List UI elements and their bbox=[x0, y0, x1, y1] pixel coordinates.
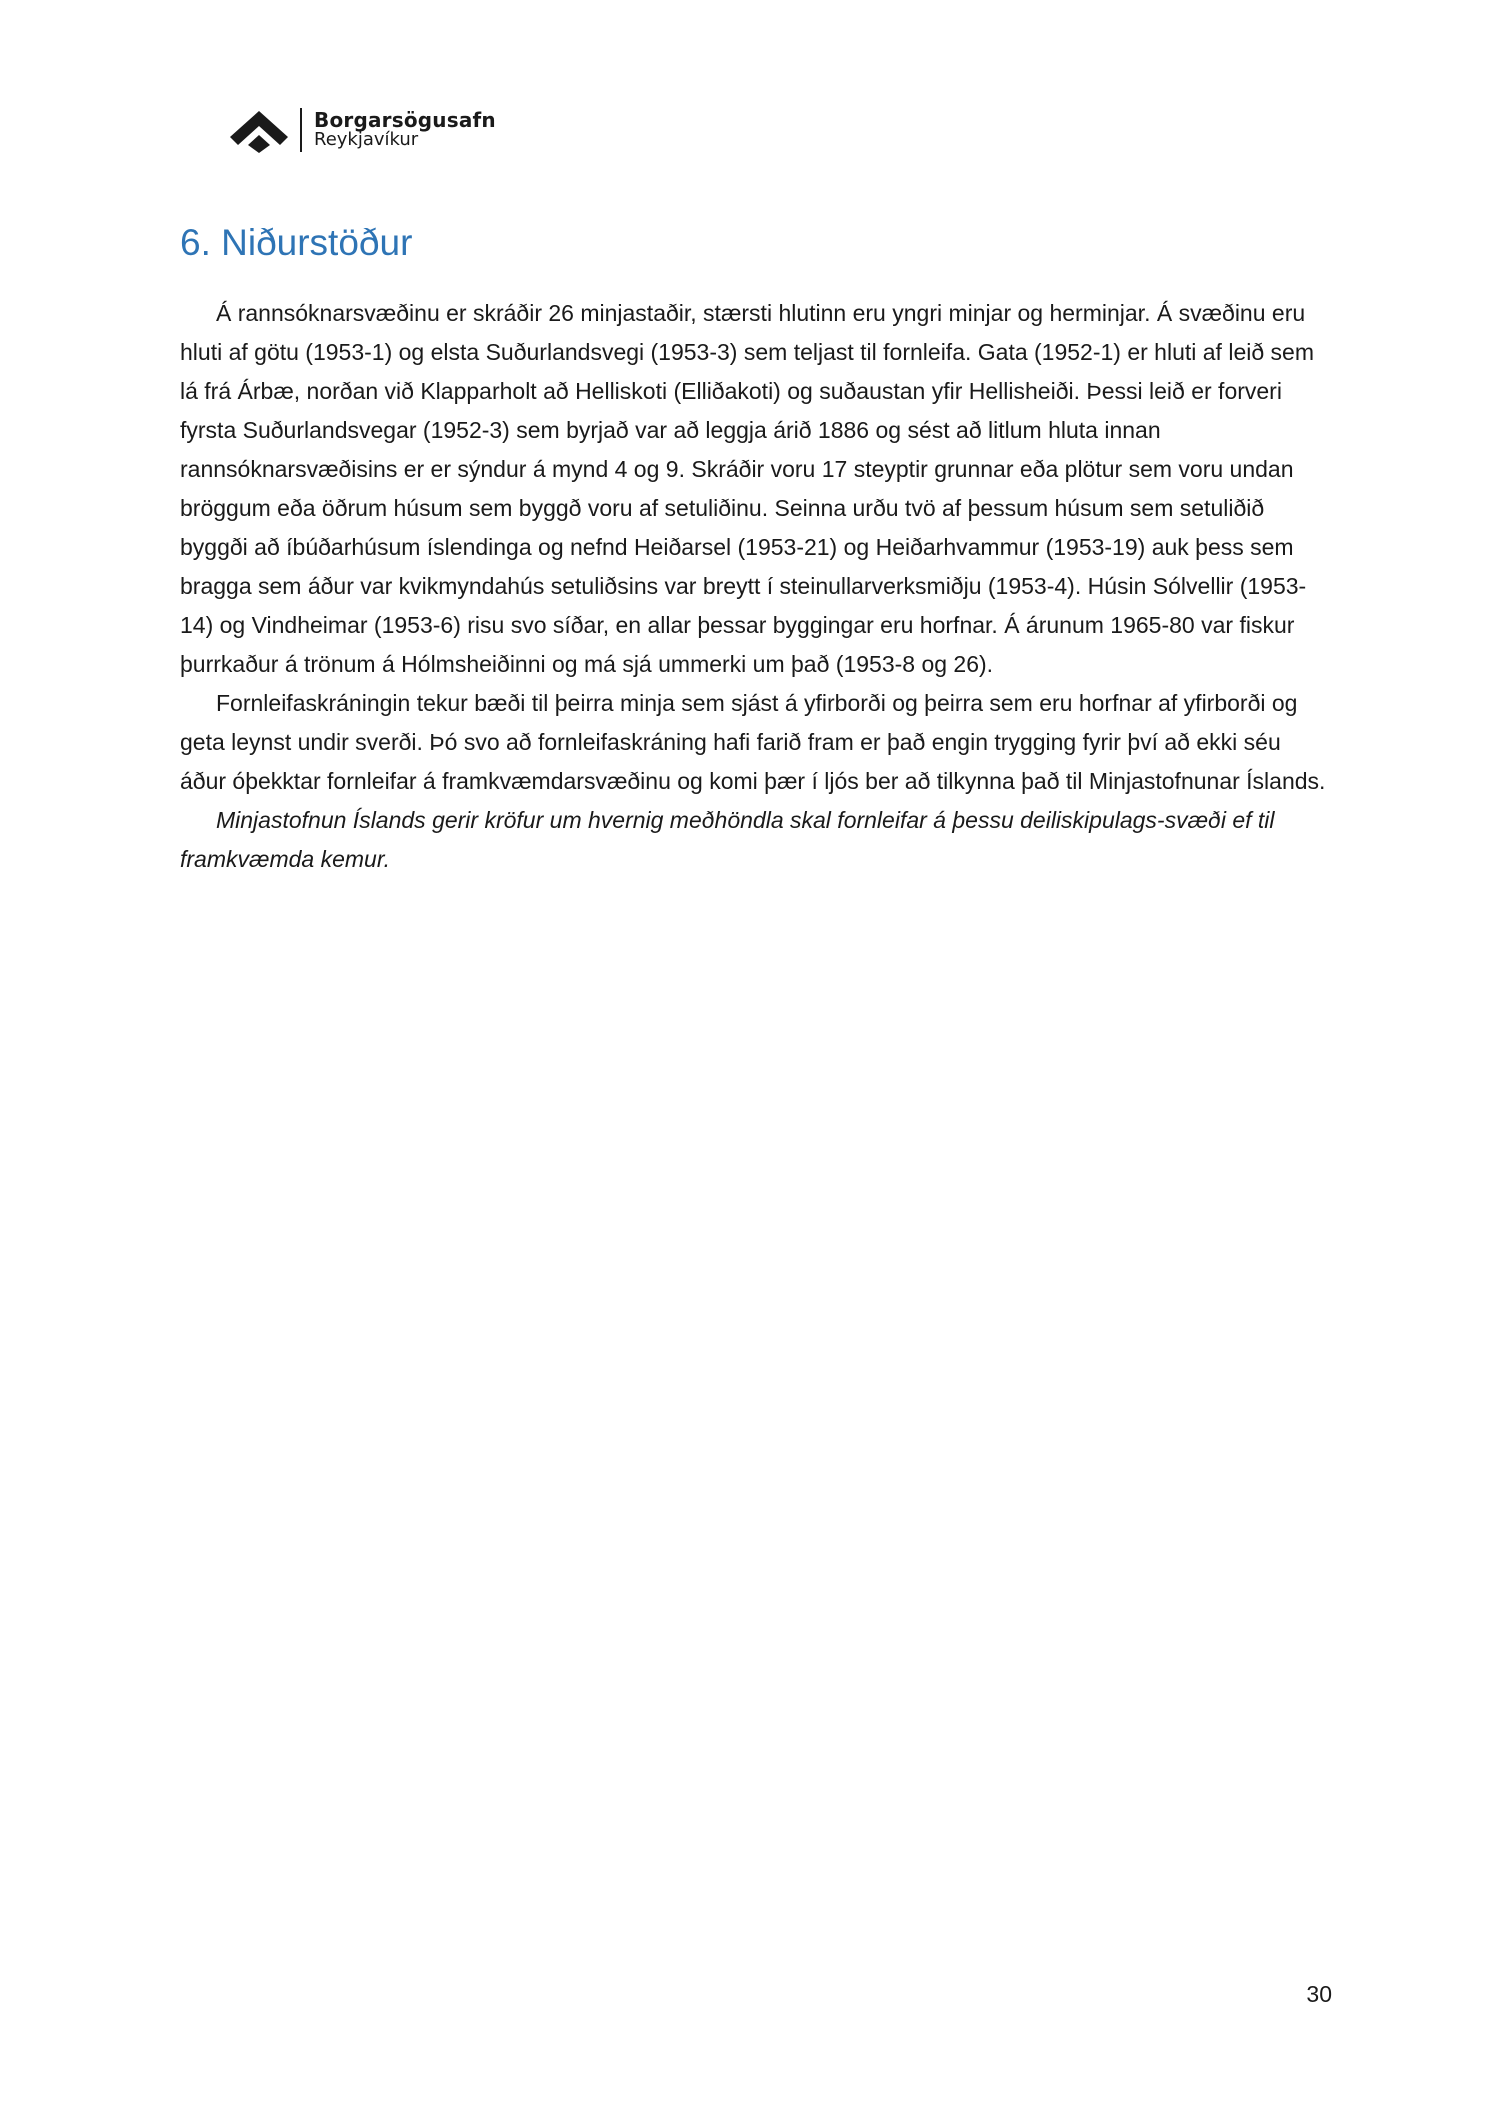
logo-name: Borgarsögusafn bbox=[314, 108, 496, 133]
paragraph-registration: Fornleifaskráningin tekur bæði til þeirra minja sem sjást á yfirborði og þeirra sem eru horfnar af yfirborði og geta leynst undir sverði. Þó svo að fornleifaskráning hafi farið fram er það engin trygging fyrir því að ekki séu áður óþekktar fornleifar á framkvæmdarsvæðinu og komi þær í ljós ber að tilkynna það til Minjastofnunar Íslands. bbox=[180, 690, 1326, 794]
logo-text bbox=[314, 110, 496, 150]
chevron-up-arrow-logo-icon bbox=[230, 107, 288, 153]
logo-subtitle: Reykjavíkur bbox=[314, 129, 419, 151]
logo-divider bbox=[300, 108, 302, 152]
body-text bbox=[180, 294, 1332, 879]
paragraph-summary: Á rannsóknarsvæðinu er skráðir 26 minjastaðir, stærsti hlutinn eru yngri minjar og herminjar. Á svæðinu eru hluti af götu (1953-1) og elsta Suðurlandsvegi (1953-3) sem teljast til fornleifa. Gata (1952-1) er hluti af leið sem lá frá Árbæ, norðan við Klapparholt að Helliskoti (Elliðakoti) og suðaustan yfir Hellisheiði. Þessi leið er forveri fyrsta Suðurlandsvegar (1952-3) sem byrjað var að leggja árið 1886 og sést að litlum hluta innan rannsóknarsvæðisins er er sýndur á mynd 4 og 9. Skráðir voru 17 steyptir grunnar eða plötur sem voru undan bröggum eða öðrum húsum sem byggð voru af setuliðinu. Seinna urðu tvö af þessum húsum sem setuliðið byggði að íbúðarhúsum íslendinga og nefnd Heiðarsel (1953-21) og Heiðarhvammur (1953-19) auk þess sem bragga sem áður var kvikmyndahús setuliðsins var breytt í steinullarverksmiðju (1953-4). Húsin Sólvellir (1953-14) og Vindheimar (1953-6) risu svo síðar, en allar þessar byggingar eru horfnar. Á árunum 1965-80 var fiskur þurrkaður á trönum á Hólmsheiðinni og má sjá ummerki um það (1953-8 og 26). bbox=[180, 300, 1314, 677]
page-number: 30 bbox=[1306, 1981, 1332, 2007]
museum-logo bbox=[230, 104, 496, 156]
paragraph-requirements: Minjastofnun Íslands gerir kröfur um hvernig meðhöndla skal fornleifar á þessu deiliskipulags-svæði ef til framkvæmda kemur. bbox=[180, 807, 1275, 872]
section-heading: 6. Niðurstöður bbox=[180, 222, 413, 263]
